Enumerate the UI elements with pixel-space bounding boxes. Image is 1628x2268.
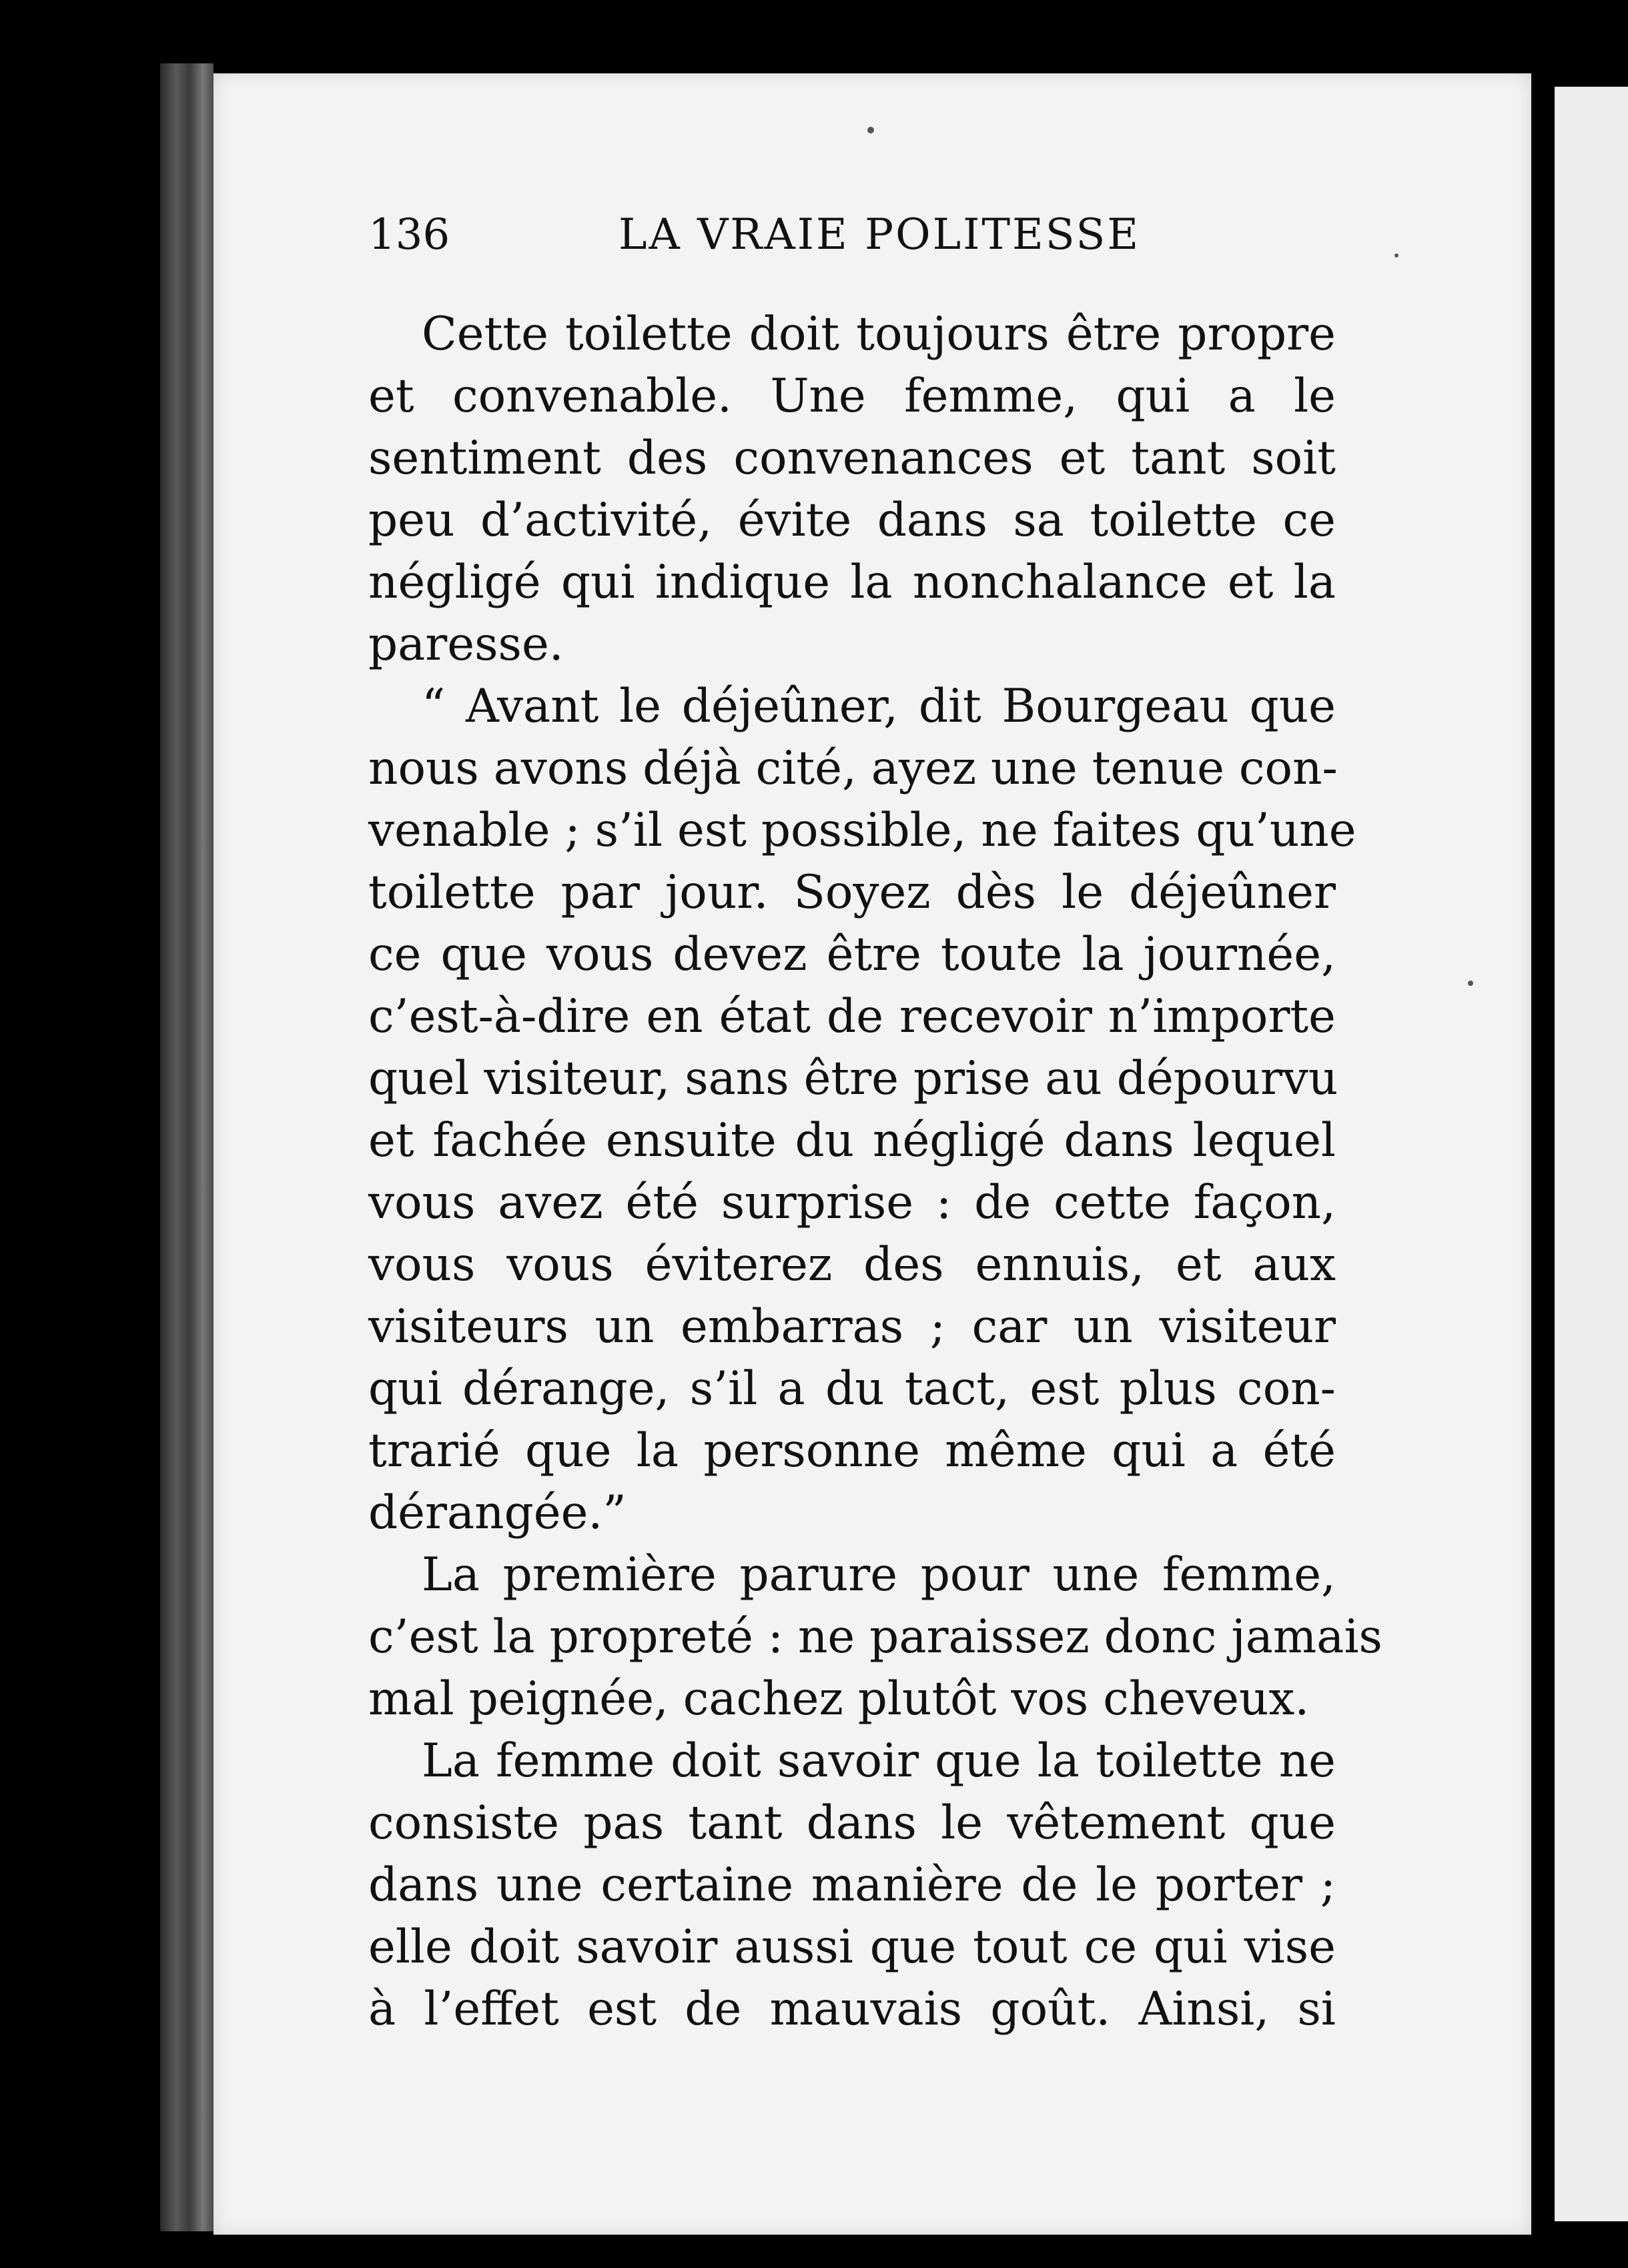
text-line: qui dérange, s’il a du tact, est plus con- xyxy=(368,1362,1336,1415)
book-page xyxy=(214,73,1531,2235)
scan-speck xyxy=(1468,981,1473,986)
text-line: visiteurs un embarras ; car un visiteur xyxy=(368,1300,1336,1353)
body-text xyxy=(368,304,1382,2041)
text-line: trarié que la personne même qui a été xyxy=(368,1424,1336,1478)
text-line: paresse. xyxy=(368,618,564,671)
text-line: à l’effet est de mauvais goût. Ainsi, si xyxy=(368,1982,1336,2036)
page-header xyxy=(368,210,1329,270)
text-line: La première parure pour une femme, xyxy=(422,1548,1336,1602)
adjacent-page-edge xyxy=(1555,87,1628,2221)
text-line: dans une certaine manière de le porter ; xyxy=(368,1858,1336,1912)
text-line: négligé qui indique la nonchalance et la xyxy=(368,556,1336,609)
text-line: c’est-à-dire en état de recevoir n’importe xyxy=(368,990,1336,1043)
text-line: vous avez été surprise : de cette façon, xyxy=(368,1176,1336,1229)
scan-speck xyxy=(1394,253,1398,257)
text-line: c’est la propreté : ne paraissez donc jamais xyxy=(368,1610,1382,1664)
text-line: dérangée.” xyxy=(368,1486,627,1540)
text-line: mal peignée, cachez plutôt vos cheveux. xyxy=(368,1672,1310,1726)
text-line: consiste pas tant dans le vêtement que xyxy=(368,1796,1336,1850)
page-number: 136 xyxy=(368,210,450,259)
scan-speck xyxy=(867,127,874,133)
text-line: ce que vous devez être toute la journée, xyxy=(368,928,1336,981)
text-line: venable ; s’il est possible, ne faites qu’une xyxy=(368,804,1356,857)
text-line: nous avons déjà cité, ayez une tenue con- xyxy=(368,742,1338,795)
text-line: toilette par jour. Soyez dès le déjeûner xyxy=(368,866,1336,919)
text-line: La femme doit savoir que la toilette ne xyxy=(422,1734,1336,1788)
text-line: sentiment des convenances et tant soit xyxy=(368,432,1336,485)
running-title: LA VRAIE POLITESSE xyxy=(619,210,1141,259)
text-line: Cette toilette doit toujours être propre xyxy=(422,308,1336,361)
text-line: quel visiteur, sans être prise au dépourvu xyxy=(368,1052,1338,1105)
text-line: elle doit savoir aussi que tout ce qui vise xyxy=(368,1920,1336,1974)
text-line: “ Avant le déjeûner, dit Bourgeau que xyxy=(422,680,1336,733)
text-line: peu d’activité, évite dans sa toilette ce xyxy=(368,494,1336,547)
text-line: et fachée ensuite du négligé dans lequel xyxy=(368,1114,1336,1167)
text-line: et convenable. Une femme, qui a le xyxy=(368,370,1336,423)
book-spine xyxy=(160,63,214,2231)
text-line: vous vous éviterez des ennuis, et aux xyxy=(368,1238,1336,1291)
